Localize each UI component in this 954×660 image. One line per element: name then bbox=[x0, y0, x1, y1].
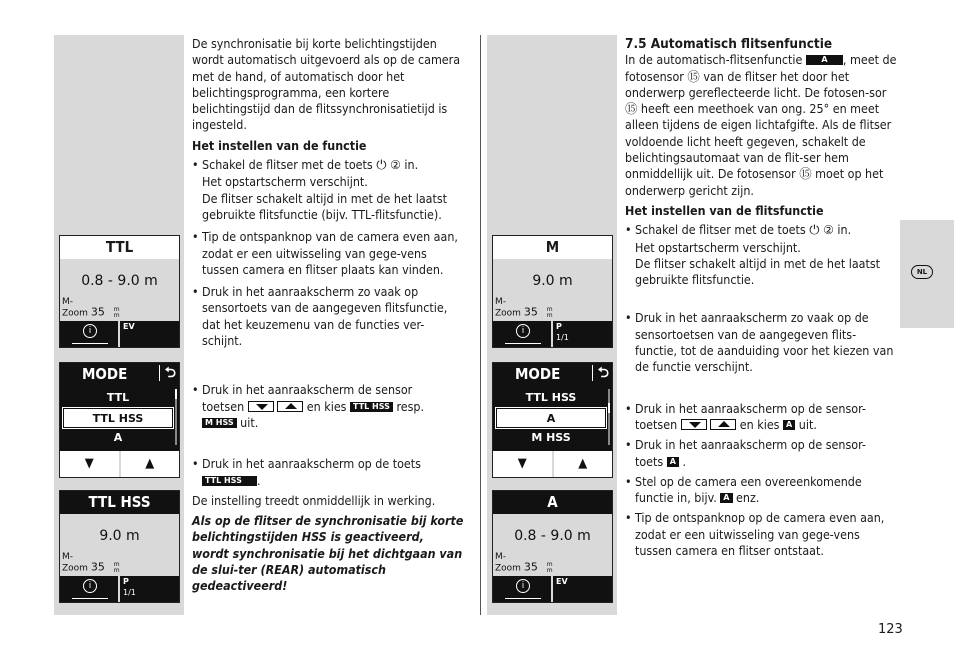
zoom-unit: m m bbox=[546, 561, 553, 574]
info-icon: i bbox=[83, 324, 97, 338]
mode-button[interactable]: EV bbox=[553, 576, 612, 602]
effect-note: De instelling treedt onmiddellijk in werking. bbox=[192, 492, 436, 508]
back-icon[interactable]: ⮌ bbox=[159, 365, 176, 381]
warning-note: Als op de flitser de synchronisatie bij korte belichtingstijden HSS is geactiveerd, wordt synchronisatie bij het dichtgaan van de slui-ter (REAR) automatisch gedeactiveerd! bbox=[192, 513, 464, 594]
a-tag: A bbox=[667, 457, 679, 467]
arrow-up-button[interactable]: ▲ bbox=[554, 451, 613, 477]
step-shutter-tip: • Tip de ontspanknop van de camera even aan, zodat er een uitwisseling van gege-vens tussen camera en flitser plaats kan vinden. bbox=[192, 229, 464, 278]
step-touch-menu: • Druk in het aanraakscherm zo vaak op de sensortoetsen van de aangegeven flits-functie, tot de aanduiding voor het kiezen van de functie verschijnt. bbox=[625, 310, 897, 375]
zoom-unit: m m bbox=[113, 306, 120, 319]
screen-title: TTL bbox=[60, 236, 179, 259]
zoom-prefix: M- bbox=[495, 297, 507, 307]
right-text-column bbox=[625, 36, 897, 559]
zoom-prefix: M- bbox=[495, 552, 507, 562]
power-icon: ⏻ bbox=[809, 223, 820, 239]
menu-arrows bbox=[60, 451, 179, 477]
a-tag: A bbox=[783, 420, 795, 430]
menu-arrows bbox=[493, 451, 612, 477]
zoom-prefix: M- bbox=[62, 297, 74, 307]
section-title: 7.5 Automatisch flitsenfunctie bbox=[625, 36, 833, 52]
section-heading: Het instellen van de flitsfunctie bbox=[625, 202, 824, 218]
screen-range: 9.0 m bbox=[99, 528, 140, 544]
screen-ttl-hss bbox=[59, 490, 180, 603]
left-text-column bbox=[192, 36, 464, 595]
screen-zoom bbox=[60, 552, 179, 574]
zoom-label: Zoom bbox=[495, 563, 521, 574]
zoom-unit: m m bbox=[113, 561, 120, 574]
screen-range: 9.0 m bbox=[532, 273, 573, 289]
step-touch-menu: • Druk in het aanraakscherm zo vaak op sensortoets van de aangegeven flitsfunctie, dat het keuzemenu van de functies ver-schijnt. bbox=[192, 284, 464, 349]
ttl-hss-tag: TTL HSS bbox=[350, 402, 393, 412]
mode-button[interactable]: P 1/1 bbox=[553, 321, 612, 347]
zoom-label: Zoom bbox=[62, 563, 88, 574]
menu-header: MODE ⮌ bbox=[60, 363, 179, 385]
step-power-on: • Schakel de flitser met de toets ⏻ ② in. Het opstartscherm verschijnt. De flitser schakelt altijd in met de het laatst gebruikte flitsfunctie. bbox=[625, 222, 897, 288]
info-icon: i bbox=[516, 324, 530, 338]
down-arrow-icon bbox=[681, 419, 707, 430]
step-press-key: • Druk in het aanraakscherm op de toets TTL HSS . bbox=[192, 456, 464, 489]
screen-zoom bbox=[493, 552, 612, 574]
info-button[interactable] bbox=[60, 321, 120, 347]
mode-menu-right bbox=[492, 362, 613, 478]
m-hss-tag: M HSS bbox=[202, 418, 237, 428]
intro-paragraph: De synchronisatie bij korte belichtingstijden wordt automatisch uitgevoerd als op de camera met de hand, of automatisch door het belichtingsprogramma, een kortere belichtingstijd dan de flitssynchronisatietijd is ingesteld. bbox=[192, 36, 461, 133]
down-arrow-icon bbox=[248, 401, 274, 412]
mode-button[interactable]: EV bbox=[120, 321, 179, 347]
info-button[interactable] bbox=[493, 321, 553, 347]
step-camera-function: • Stel op de camera een overeenkomende functie in, bijv. A enz. bbox=[625, 474, 897, 507]
page-number: 123 bbox=[878, 622, 903, 637]
screen-range: 0.8 - 9.0 m bbox=[81, 273, 158, 289]
info-icon: i bbox=[516, 579, 530, 593]
up-arrow-icon bbox=[277, 401, 303, 412]
zoom-value: 35 bbox=[523, 560, 538, 574]
menu-item-ttl-hss[interactable]: TTL HSS bbox=[525, 391, 577, 404]
column-divider bbox=[480, 35, 481, 615]
zoom-label: Zoom bbox=[495, 308, 521, 319]
step-select-hss: • Druk in het aanraakscherm de sensor toetsen en kies TTL HSS resp. M HSS uit. bbox=[192, 382, 464, 431]
screen-a bbox=[492, 490, 613, 603]
zoom-unit: m m bbox=[546, 306, 553, 319]
screen-bottom-bar bbox=[60, 321, 179, 347]
screen-zoom bbox=[493, 297, 612, 319]
arrow-up-button[interactable]: ▲ bbox=[121, 451, 180, 477]
arrow-down-button[interactable]: ▼ bbox=[493, 451, 554, 477]
a-tag: A bbox=[806, 55, 843, 65]
step-select-a: • Druk in het aanraakscherm op de sensor- toetsen en kies A uit. bbox=[625, 401, 897, 434]
menu-list bbox=[493, 385, 612, 451]
screen-zoom bbox=[60, 297, 179, 319]
mode-button[interactable]: P 1/1 bbox=[120, 576, 179, 602]
screen-ttl bbox=[59, 235, 180, 348]
mode-menu-left bbox=[59, 362, 180, 478]
power-icon: ⏻ bbox=[376, 158, 387, 174]
screen-title: A bbox=[493, 491, 612, 514]
step-power-on: • Schakel de flitser met de toets ⏻ ② in. Het opstartscherm verschijnt. De flitser schakelt altijd in met de het laatst gebruikte flitsfunctie (bijv. TTL-flitsfunctie). bbox=[192, 157, 464, 223]
left-illustration-panel bbox=[54, 35, 184, 615]
menu-header: MODE ⮌ bbox=[493, 363, 612, 385]
screen-bottom-bar bbox=[493, 321, 612, 347]
ttl-hss-tag: TTL HSS bbox=[202, 476, 257, 486]
screen-title: TTL HSS bbox=[60, 491, 179, 514]
menu-item-a[interactable]: A bbox=[113, 431, 123, 444]
zoom-label: Zoom bbox=[62, 308, 88, 319]
zoom-value: 35 bbox=[523, 305, 538, 319]
arrow-down-button[interactable]: ▼ bbox=[60, 451, 121, 477]
menu-item-ttl[interactable]: TTL bbox=[106, 391, 130, 404]
info-icon: i bbox=[83, 579, 97, 593]
step-shutter-tip: • Tip de ontspanknop op de camera even aan, zodat er een uitwisseling van gege-vens tussen camera en flitser ontstaat. bbox=[625, 510, 897, 559]
screen-bottom-bar bbox=[493, 576, 612, 602]
a-tag: A bbox=[720, 493, 732, 503]
info-button[interactable] bbox=[60, 576, 120, 602]
section-heading: Het instellen van de functie bbox=[192, 137, 367, 153]
menu-list bbox=[60, 385, 179, 451]
step-press-a: • Druk in het aanraakscherm op de sensor- toets A . bbox=[625, 437, 897, 470]
screen-title: M bbox=[493, 236, 612, 259]
menu-item-ttl-hss[interactable]: TTL HSS bbox=[63, 408, 173, 428]
menu-item-m-hss[interactable]: M HSS bbox=[531, 431, 571, 444]
right-illustration-panel bbox=[487, 35, 617, 615]
screen-m bbox=[492, 235, 613, 348]
screen-range: 0.8 - 9.0 m bbox=[514, 528, 591, 544]
info-button[interactable] bbox=[493, 576, 553, 602]
up-arrow-icon bbox=[710, 419, 736, 430]
menu-item-a[interactable]: A bbox=[496, 408, 606, 428]
menu-scrollbar[interactable] bbox=[608, 389, 610, 445]
language-badge: NL bbox=[911, 265, 933, 279]
zoom-prefix: M- bbox=[62, 552, 74, 562]
back-icon[interactable]: ⮌ bbox=[592, 365, 609, 381]
menu-scrollbar[interactable] bbox=[175, 389, 177, 445]
auto-flash-paragraph: In de automatisch-flitsenfunctie A , meet de fotosensor ⑮ van de flitser het door het onderwerp gereflecteerde licht. De fotosen-sor ⑮ heeft een meethoek van ong. 25° en meet alleen tijdens de eigen lichtafgifte. Als de flitser voldoende licht heeft gegeven, schakelt de belichtingsautomaat van de flit-ser hem onmiddellijk uit. De fotosensor ⑮ moet op het onderwerp gericht zijn. bbox=[625, 52, 897, 198]
screen-bottom-bar bbox=[60, 576, 179, 602]
zoom-value: 35 bbox=[90, 560, 105, 574]
language-side-tab bbox=[900, 220, 954, 328]
zoom-value: 35 bbox=[90, 305, 105, 319]
